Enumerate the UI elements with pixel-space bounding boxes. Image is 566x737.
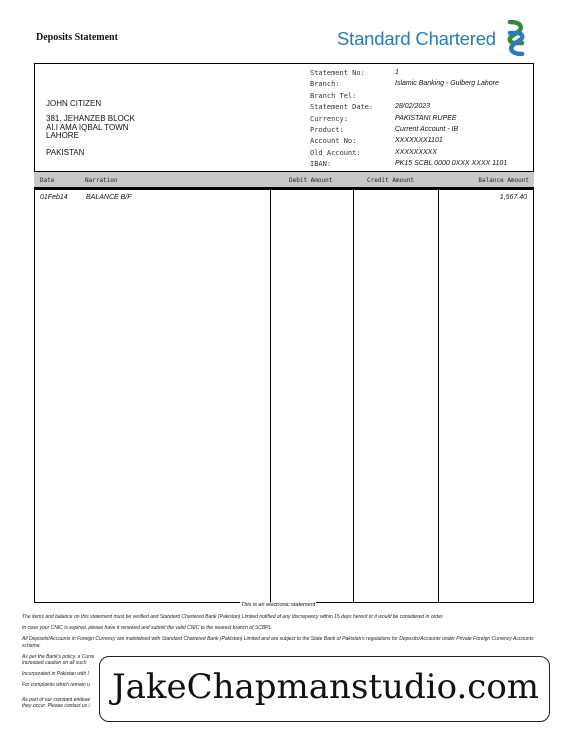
row-balance: 1,567.40 (499, 194, 527, 201)
logo-text: Standard Chartered (337, 28, 496, 49)
disclaimer-line: As part of our constant endeav (22, 696, 91, 703)
detail-label: Statement Date: (310, 103, 374, 112)
disclaimer-line: As per the Bank's policy, a Curre (22, 653, 95, 660)
detail-value: 28/02/2023 (395, 103, 431, 111)
detail-value: Islamic Banking - Gulberg Lahore (395, 80, 499, 88)
row-narration: BALANCE B/F (86, 194, 132, 201)
column-header-balance: Balance Amount (478, 177, 529, 184)
transactions-table-header (34, 171, 534, 190)
customer-name: JOHN CITIZEN (46, 99, 102, 108)
detail-label: Branch: (310, 80, 340, 89)
document-title: Deposits Statement (36, 32, 118, 43)
detail-value: Current Account - IB (395, 125, 459, 133)
address-country: PAKISTAN (46, 148, 85, 158)
detail-label: IBAN: (310, 160, 332, 169)
detail-label: Account No: (310, 137, 357, 146)
disclaimer-paragraph: Incorporated in Pakistan with l (22, 671, 89, 678)
column-header-date: Date (40, 177, 55, 184)
watermark-box (99, 656, 550, 722)
column-divider (438, 190, 439, 603)
address-line: AI.I AMA IQBAL TOWN (46, 122, 129, 132)
disclaimer-line: increased caution on all such (22, 660, 87, 667)
disclaimer-paragraph: The items and balance on this statement must be verified and Standard Chartered Bank (Pakistan) Limited notified of any discrepancy within 15 days hereof or it would be considered in order. (22, 614, 444, 620)
detail-value: PAKISTANI RUPEE (395, 114, 457, 122)
detail-value: 1 (395, 69, 399, 76)
detail-value: XXXXXXX1101 (395, 137, 443, 145)
detail-value: XXXXXXXXX (395, 148, 438, 156)
column-header-debit: Debit Amount (289, 177, 333, 184)
detail-value: PK15 SCBL 0000 0XXX XXXX 1101 (395, 160, 508, 168)
detail-label: Currency: (310, 114, 348, 123)
detail-label: Statement No: (310, 69, 365, 77)
standard-chartered-logo-icon (504, 20, 528, 56)
bank-logo (337, 20, 537, 56)
detail-label: Product: (310, 125, 344, 134)
disclaimer-paragraph: In case your CNIC is expired, please have it renewed and submit the valid CNIC to the nearest branch of SCBPL. (22, 625, 273, 632)
disclaimer-paragraph: For complaints which remain u (22, 682, 90, 689)
column-header-narration: Narration (85, 177, 118, 184)
column-header-credit: Credit Amount (367, 177, 414, 184)
address-line: LAHORE (46, 131, 79, 141)
detail-label: Old Account: (310, 148, 361, 157)
electronic-statement-note: This is an electronic statement (241, 602, 316, 608)
row-date: 01Feb14 (40, 194, 68, 201)
watermark-text: JakeChapmanstudio.com (111, 667, 540, 707)
disclaimer-paragraph: All Deposits/Accounts in Foreign Currency are maintained with Standard Chartered Bank (Pakistan) Limited and are subject to the State Bank of Pakistan's regulations for Deposits/Accounts under Private Foreign Currency Accounts scheme. (22, 636, 534, 649)
disclaimer-line: they occur. Please contact us i (22, 702, 90, 709)
column-divider (270, 190, 271, 603)
customer-address (46, 100, 135, 158)
address-line: 381, JEHANZEB BLOCK (46, 113, 135, 123)
detail-label: Branch Tel: (310, 91, 357, 100)
column-divider (353, 190, 354, 603)
